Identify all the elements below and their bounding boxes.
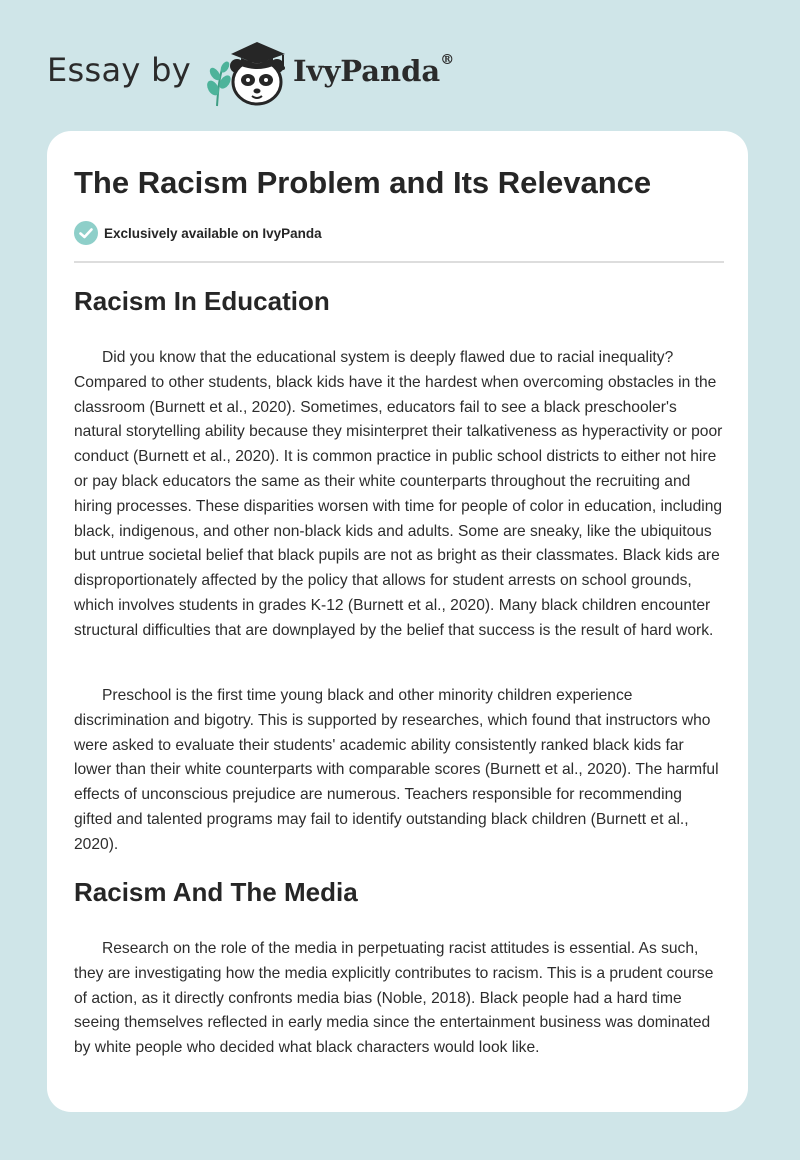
brand-name[interactable] bbox=[293, 54, 454, 88]
section-heading-media: Racism And The Media bbox=[74, 877, 358, 907]
exclusive-badge-label: Exclusively available on IvyPanda bbox=[104, 225, 322, 241]
leaf-icon bbox=[205, 60, 233, 106]
brand-text: IvyPanda bbox=[292, 54, 441, 88]
section-heading-education: Racism In Education bbox=[74, 286, 330, 316]
article-card bbox=[47, 131, 748, 1112]
paragraph-media-1: Research on the role of the media in perpetuating racist attitudes is essential. As such, they are investigating how the media explicitly contributes to racism. This is a prudent course of action, as it directly confronts media bias (Noble, 2018). Black people had a hard time seeing themselves reflected in early media since the entertainment business was dominated by white people who decided what black characters would look like. bbox=[74, 940, 714, 1057]
site-header bbox=[47, 36, 454, 108]
essay-by-label: Essay by bbox=[47, 51, 191, 89]
panda-logo-icon[interactable] bbox=[203, 36, 299, 108]
exclusive-badge bbox=[74, 221, 322, 245]
paragraph-education-2: Preschool is the first time young black and other minority children experience discrimination and bigotry. This is supported by researches, which found that instructors who were asked to evaluate their students' academic ability consistently ranked black kids far lower than their white counterparts with comparable scores (Burnett et al., 2020). The harmful effects of unconscious prejudice are numerous. Teachers responsible for recommending gifted and talented programs may fail to identify outstanding black children (Burnett et al., 2020). bbox=[74, 687, 719, 853]
paragraph-education-1: Did you know that the educational system is deeply flawed due to racial inequality? Compared to other students, black kids have it the hardest when overcoming obstacles in the classroom (Burnett et al., 2020). Sometimes, educators fail to see a black preschooler's natural storytelling ability because they misinterpret their talkativeness as hyperactivity or poor conduct (Burnett et al., 2020). It is common practice in public school districts to either not hire or pay black educators the same as their white counterparts throughout the recruiting and hiring processes. These disparities worsen with time for people of color in education, including black, indigenous, and other non-black kids and adults. Some are sneaky, like the ubiquitous but untrue societal belief that black pupils are not as bright as their classmates. Black kids are disproportionately affected by the policy that allows for student arrests on school grounds, which involves students in grades K-12 (Burnett et al., 2020). Many black children encounter structural difficulties that are downplayed by the belief that success is the result of hard work. bbox=[74, 349, 723, 639]
article-title: The Racism Problem and Its Relevance bbox=[74, 165, 652, 200]
registered-mark: ® bbox=[440, 52, 455, 68]
title-divider bbox=[74, 261, 724, 263]
check-circle-icon bbox=[74, 221, 98, 245]
